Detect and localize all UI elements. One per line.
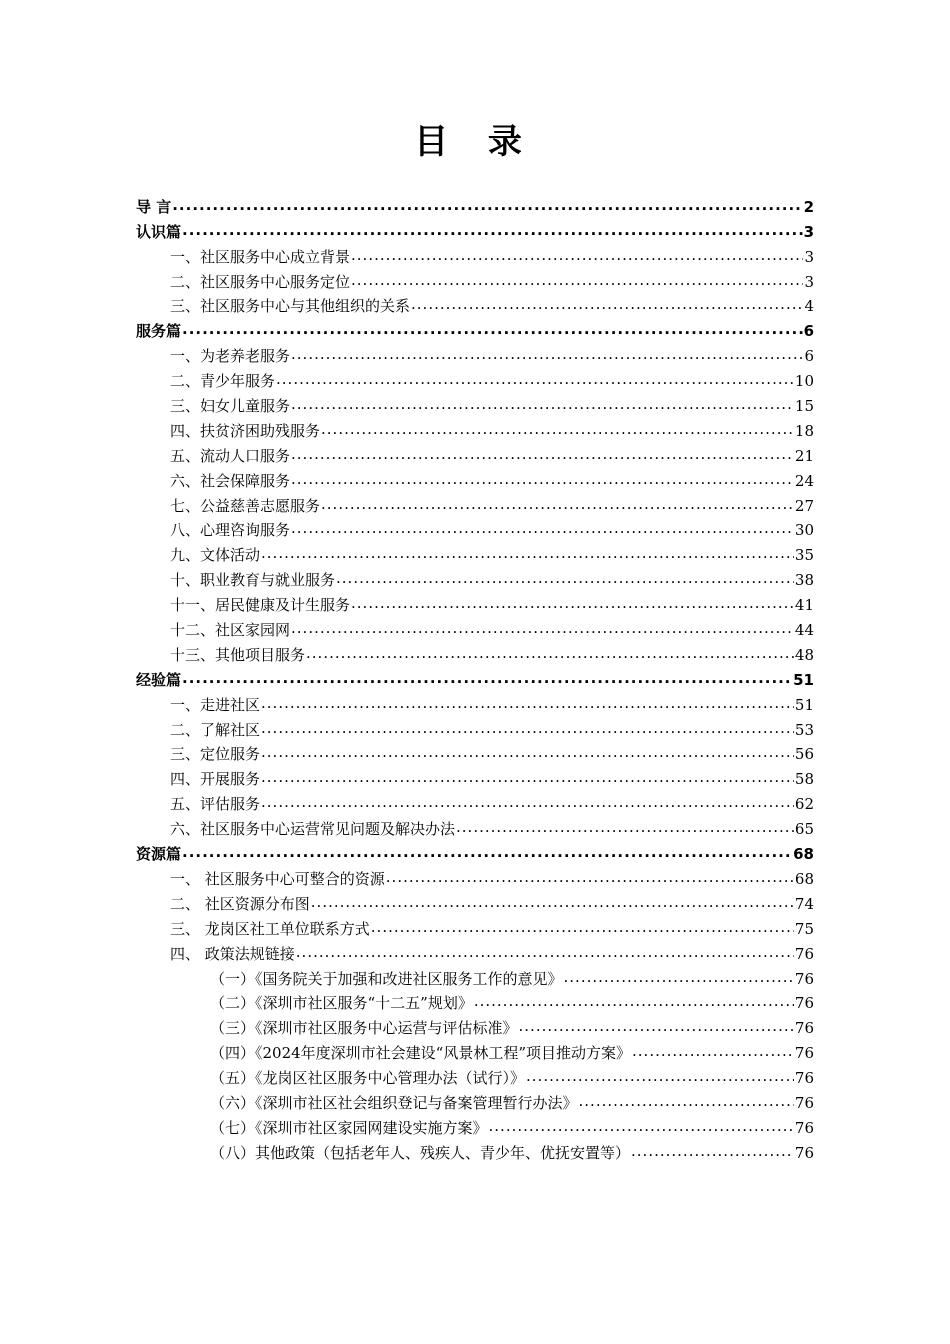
toc-entry-page: 2 bbox=[803, 197, 814, 216]
dot-leader bbox=[182, 319, 803, 339]
toc-entry[interactable] bbox=[136, 267, 814, 292]
toc-entry-label: （七）《深圳市社区家园网建设实施方案》 bbox=[210, 1118, 488, 1137]
dot-leader bbox=[564, 967, 794, 987]
toc-entry-page: 18 bbox=[794, 421, 814, 440]
dot-leader bbox=[261, 543, 794, 563]
dot-leader bbox=[386, 867, 794, 887]
toc-entry-page: 41 bbox=[794, 596, 814, 615]
dot-leader bbox=[519, 1016, 794, 1036]
toc-entry-label: 五、流动人口服务 bbox=[170, 446, 291, 465]
toc-entry-label: 一、走进社区 bbox=[170, 695, 261, 714]
dot-leader bbox=[182, 842, 792, 862]
toc-entry[interactable] bbox=[136, 665, 814, 690]
toc-entry-page: 3 bbox=[804, 247, 814, 266]
dot-leader bbox=[579, 1091, 794, 1111]
toc-entry-page: 24 bbox=[794, 471, 814, 490]
toc-entry-label: 四、扶贫济困助残服务 bbox=[170, 421, 321, 440]
toc-entry-page: 35 bbox=[794, 546, 814, 565]
dot-leader bbox=[306, 643, 794, 663]
toc-entry[interactable] bbox=[136, 690, 814, 715]
toc-entry-page: 62 bbox=[794, 795, 814, 814]
dot-leader bbox=[474, 991, 794, 1011]
toc-entry-label: 六、社会保障服务 bbox=[170, 471, 291, 490]
toc-entry[interactable] bbox=[136, 565, 814, 590]
toc-entry-label: 四、 政策法规链接 bbox=[170, 944, 295, 963]
toc-entry-page: 76 bbox=[794, 944, 814, 963]
toc-entry[interactable] bbox=[136, 715, 814, 740]
toc-entry[interactable] bbox=[136, 217, 814, 242]
toc-entry[interactable] bbox=[136, 540, 814, 565]
toc-entry[interactable] bbox=[136, 939, 814, 964]
dot-leader bbox=[261, 693, 794, 713]
toc-entry-label: 二、 社区资源分布图 bbox=[170, 894, 310, 913]
toc-entry-page: 27 bbox=[794, 496, 814, 515]
toc-entry-label: 认识篇 bbox=[136, 222, 182, 241]
toc-entry-page: 68 bbox=[793, 845, 814, 864]
dot-leader bbox=[276, 369, 794, 389]
toc-entry-label: 经验篇 bbox=[136, 670, 182, 689]
toc-entry-page: 3 bbox=[804, 272, 814, 291]
dot-leader bbox=[296, 942, 794, 962]
dot-leader bbox=[526, 1066, 794, 1086]
toc-entry-label: （四）《2024年度深圳市社会建设“风景林工程”项目推动方案》 bbox=[210, 1044, 632, 1063]
dot-leader bbox=[351, 270, 803, 290]
toc-entry[interactable] bbox=[136, 292, 814, 317]
toc-entry-label: 导 言 bbox=[136, 197, 172, 216]
toc-entry-label: 三、妇女儿童服务 bbox=[170, 397, 291, 416]
toc-entry[interactable] bbox=[136, 1088, 814, 1113]
toc-entry-label: 一、 社区服务中心可整合的资源 bbox=[170, 869, 385, 888]
toc-entry[interactable] bbox=[136, 1013, 814, 1038]
toc-entry-page: 68 bbox=[794, 869, 814, 888]
toc-entry-label: （一）《国务院关于加强和改进社区服务工作的意见》 bbox=[210, 969, 563, 988]
toc-entry[interactable] bbox=[136, 1063, 814, 1088]
dot-leader bbox=[291, 394, 794, 414]
toc-entry-page: 51 bbox=[793, 670, 814, 689]
toc-entry-page: 76 bbox=[794, 994, 814, 1013]
toc-entry[interactable] bbox=[136, 814, 814, 839]
toc-entry[interactable] bbox=[136, 192, 814, 217]
toc-entry[interactable] bbox=[136, 789, 814, 814]
toc-entry-page: 15 bbox=[794, 397, 814, 416]
toc-entry-label: 服务篇 bbox=[136, 322, 182, 341]
dot-leader bbox=[371, 917, 794, 937]
dot-leader bbox=[261, 742, 794, 762]
table-of-contents bbox=[136, 192, 814, 1163]
toc-title: 目 录 bbox=[414, 122, 536, 162]
toc-entry-page: 76 bbox=[794, 969, 814, 988]
toc-entry-page: 44 bbox=[794, 621, 814, 640]
toc-entry-page: 10 bbox=[794, 372, 814, 391]
toc-entry-page: 30 bbox=[794, 521, 814, 540]
toc-entry[interactable] bbox=[136, 764, 814, 789]
dot-leader bbox=[182, 668, 792, 688]
toc-entry[interactable] bbox=[136, 590, 814, 615]
toc-entry-page: 6 bbox=[804, 347, 814, 366]
toc-entry-label: 三、 龙岗区社工单位联系方式 bbox=[170, 919, 370, 938]
toc-entry[interactable] bbox=[136, 242, 814, 267]
dot-leader bbox=[291, 344, 803, 364]
dot-leader bbox=[489, 1116, 794, 1136]
toc-entry-label: 五、评估服务 bbox=[170, 795, 261, 814]
toc-entry-label: （六）《深圳市社区社会组织登记与备案管理暂行办法》 bbox=[210, 1093, 578, 1112]
toc-entry[interactable] bbox=[136, 1113, 814, 1138]
dot-leader bbox=[321, 419, 794, 439]
toc-entry[interactable] bbox=[136, 516, 814, 541]
toc-entry-label: 九、文体活动 bbox=[170, 546, 261, 565]
toc-entry[interactable] bbox=[136, 989, 814, 1014]
toc-entry-label: 二、社区服务中心服务定位 bbox=[170, 272, 351, 291]
toc-entry-label: （二）《深圳市社区服务“十二五”规划》 bbox=[210, 994, 473, 1013]
dot-leader bbox=[261, 792, 794, 812]
toc-entry-label: 三、社区服务中心与其他组织的关系 bbox=[170, 297, 411, 316]
dot-leader bbox=[172, 195, 802, 215]
toc-entry[interactable] bbox=[136, 864, 814, 889]
toc-entry[interactable] bbox=[136, 1138, 814, 1163]
toc-entry-page: 75 bbox=[794, 919, 814, 938]
toc-entry-label: （八）其他政策（包括老年人、残疾人、青少年、优抚安置等） bbox=[210, 1143, 631, 1162]
toc-entry[interactable] bbox=[136, 914, 814, 939]
toc-entry-label: 四、开展服务 bbox=[170, 770, 261, 789]
toc-entry-label: 一、社区服务中心成立背景 bbox=[170, 247, 351, 266]
toc-entry-label: 六、社区服务中心运营常见问题及解决办法 bbox=[170, 820, 456, 839]
toc-entry-page: 76 bbox=[794, 1044, 814, 1063]
toc-entry-page: 53 bbox=[794, 720, 814, 739]
toc-entry-page: 74 bbox=[794, 894, 814, 913]
toc-entry-label: 十三、其他项目服务 bbox=[170, 645, 306, 664]
toc-entry-label: 十、职业教育与就业服务 bbox=[170, 571, 336, 590]
dot-leader bbox=[632, 1041, 794, 1061]
toc-entry-page: 38 bbox=[794, 571, 814, 590]
dot-leader bbox=[182, 220, 803, 240]
toc-entry-label: 二、了解社区 bbox=[170, 720, 261, 739]
toc-entry-label: 一、为老养老服务 bbox=[170, 347, 291, 366]
dot-leader bbox=[351, 245, 803, 265]
dot-leader bbox=[291, 618, 794, 638]
toc-entry-page: 76 bbox=[794, 1143, 814, 1162]
toc-entry-label: （三）《深圳市社区服务中心运营与评估标准》 bbox=[210, 1019, 518, 1038]
toc-entry[interactable] bbox=[136, 491, 814, 516]
toc-entry-label: 三、定位服务 bbox=[170, 745, 261, 764]
toc-entry[interactable] bbox=[136, 366, 814, 391]
toc-entry-page: 65 bbox=[794, 820, 814, 839]
toc-entry-page: 58 bbox=[794, 770, 814, 789]
toc-entry[interactable] bbox=[136, 640, 814, 665]
toc-entry-page: 6 bbox=[803, 322, 814, 341]
toc-entry-page: 4 bbox=[804, 297, 814, 316]
toc-entry-page: 76 bbox=[794, 1019, 814, 1038]
toc-entry-label: 七、公益慈善志愿服务 bbox=[170, 496, 321, 515]
toc-entry[interactable] bbox=[136, 441, 814, 466]
toc-entry[interactable] bbox=[136, 391, 814, 416]
toc-entry-page: 3 bbox=[803, 222, 814, 241]
dot-leader bbox=[456, 817, 794, 837]
toc-entry-page: 76 bbox=[794, 1069, 814, 1088]
toc-entry[interactable] bbox=[136, 740, 814, 765]
toc-entry[interactable] bbox=[136, 839, 814, 864]
toc-entry-page: 56 bbox=[794, 745, 814, 764]
dot-leader bbox=[291, 444, 794, 464]
toc-entry-label: （五）《龙岗区社区服务中心管理办法（试行）》 bbox=[210, 1069, 526, 1088]
dot-leader bbox=[261, 718, 794, 738]
dot-leader bbox=[291, 469, 794, 489]
toc-entry[interactable] bbox=[136, 316, 814, 341]
dot-leader bbox=[291, 518, 794, 538]
toc-entry-label: 十一、居民健康及计生服务 bbox=[170, 596, 351, 615]
toc-entry-page: 21 bbox=[794, 446, 814, 465]
toc-entry[interactable] bbox=[136, 341, 814, 366]
toc-entry[interactable] bbox=[136, 889, 814, 914]
toc-entry-label: 十二、社区家园网 bbox=[170, 621, 291, 640]
dot-leader bbox=[411, 294, 803, 314]
dot-leader bbox=[321, 494, 794, 514]
dot-leader bbox=[261, 767, 794, 787]
toc-entry[interactable] bbox=[136, 466, 814, 491]
toc-entry[interactable] bbox=[136, 615, 814, 640]
toc-entry-page: 76 bbox=[794, 1093, 814, 1112]
toc-entry-label: 八、心理咨询服务 bbox=[170, 521, 291, 540]
toc-entry[interactable] bbox=[136, 416, 814, 441]
toc-entry-page: 76 bbox=[794, 1118, 814, 1137]
dot-leader bbox=[631, 1141, 794, 1161]
toc-entry[interactable] bbox=[136, 964, 814, 989]
toc-entry[interactable] bbox=[136, 1038, 814, 1063]
toc-entry-page: 51 bbox=[794, 695, 814, 714]
toc-entry-label: 二、青少年服务 bbox=[170, 372, 276, 391]
toc-entry-label: 资源篇 bbox=[136, 845, 182, 864]
dot-leader bbox=[311, 892, 794, 912]
dot-leader bbox=[351, 593, 794, 613]
dot-leader bbox=[336, 568, 794, 588]
toc-entry-page: 48 bbox=[794, 645, 814, 664]
